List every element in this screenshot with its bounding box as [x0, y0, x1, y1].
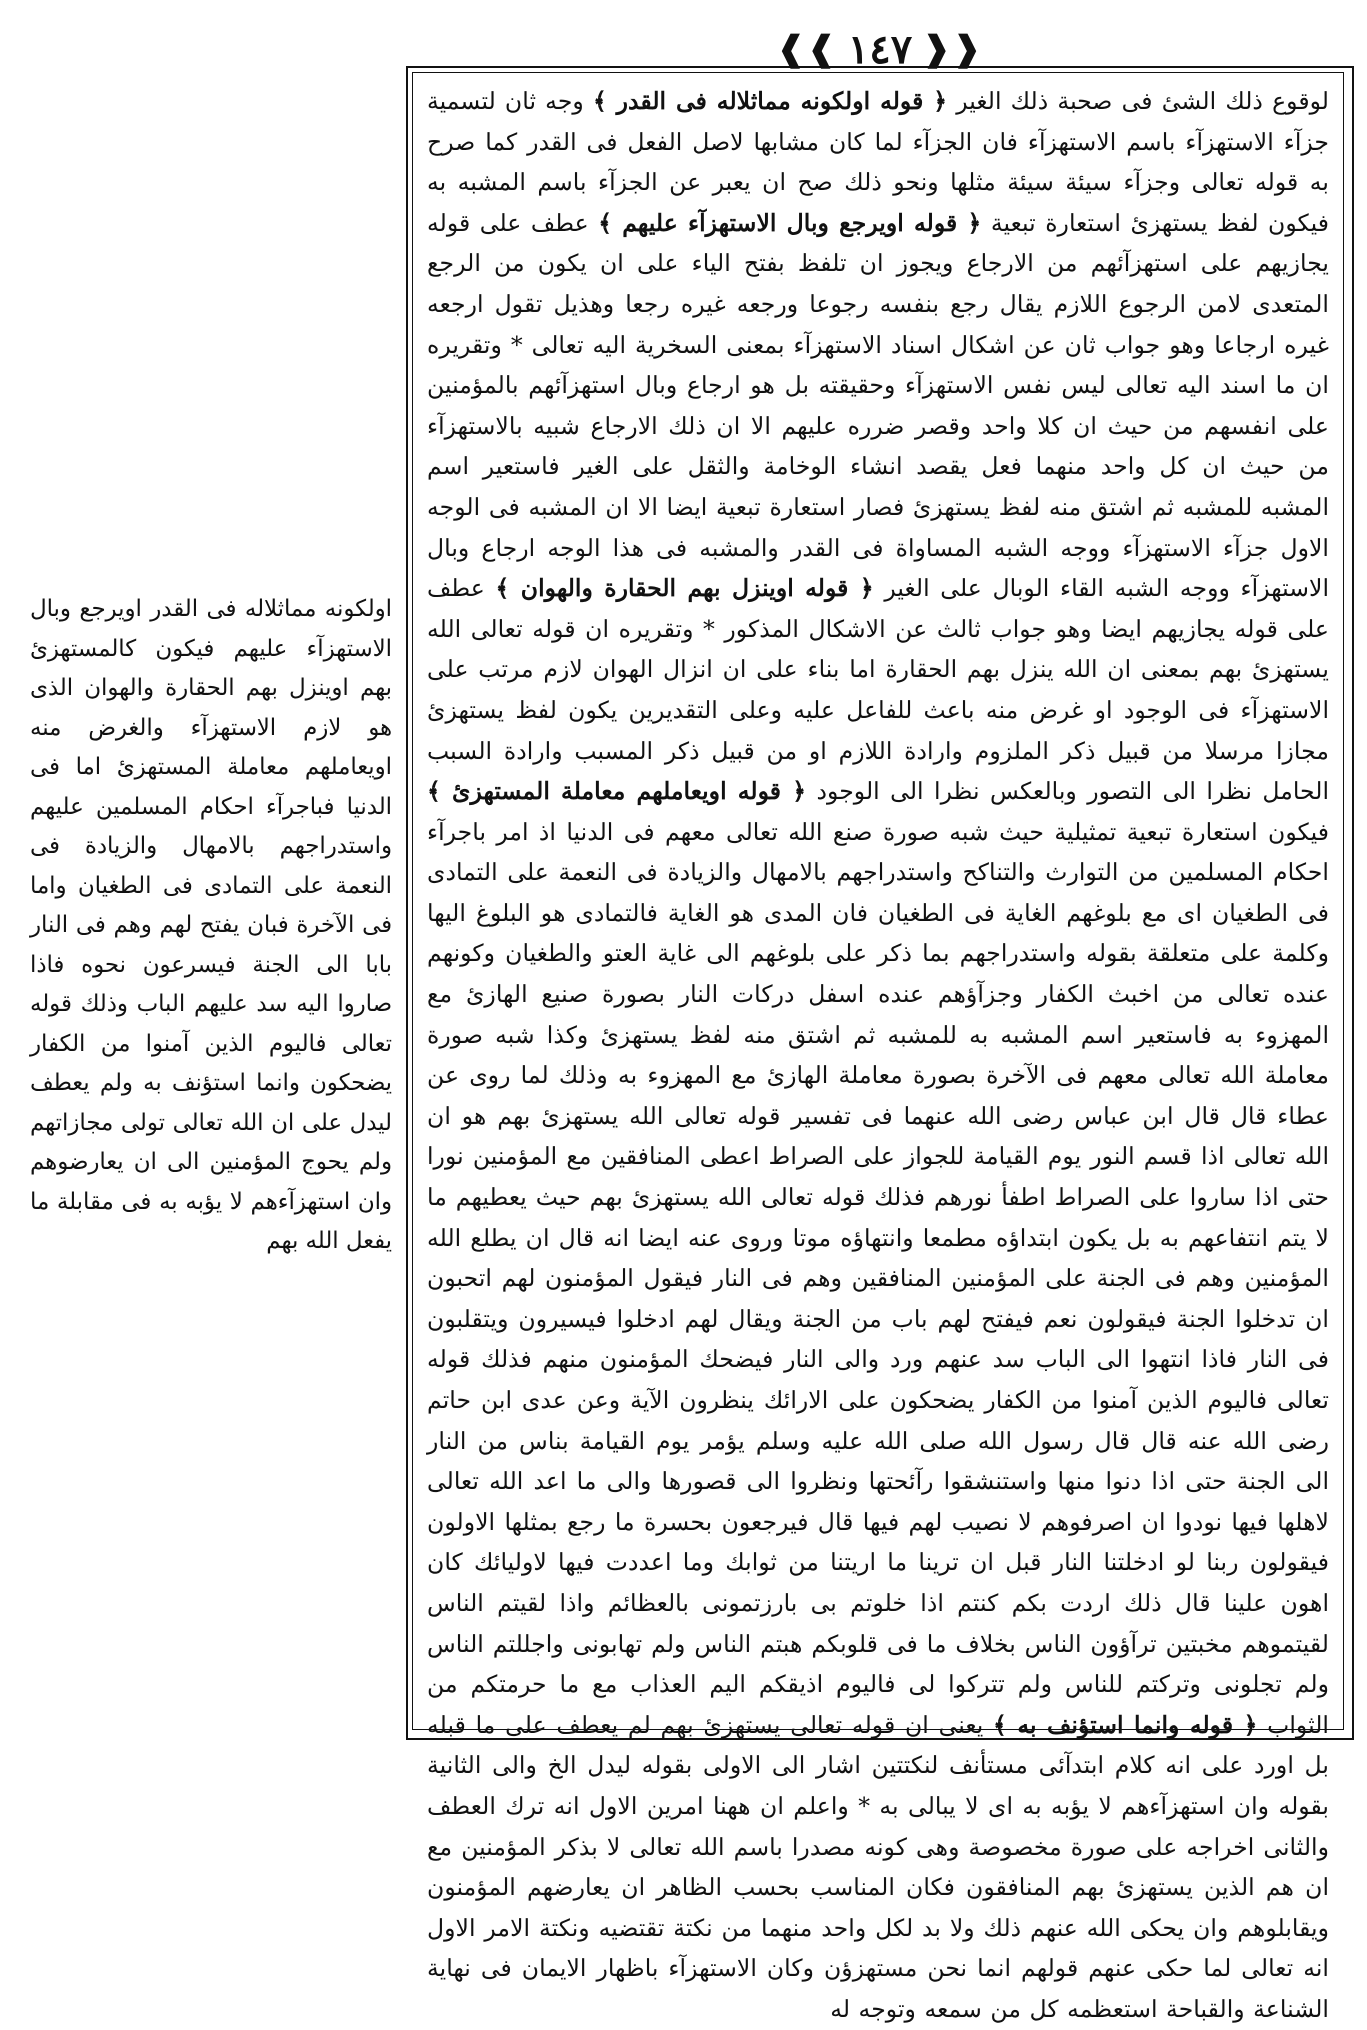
qawl-ornament-icon: ﴿ — [957, 208, 982, 237]
qawl-heading — [427, 777, 806, 805]
commentary-text: لوقوع ذلك الشیٔ فی صحبة ذلك الغیر — [947, 87, 1329, 115]
qawl-ornament-icon: ﴿ — [848, 574, 874, 603]
qawl-ornament-icon: ﴾ — [495, 574, 521, 603]
ornament-left-icon: ❰❰ — [776, 29, 838, 69]
commentary-text: یعنی ان قوله تعالی یستهزئ بهم لم یعطف علی ما قبله بل اورد علی انه کلام ابتدآئی مستأنف لنکتتین اشار الی الاولی بقوله لیدل الخ والی الثانیة بقوله وان استهزآءهم لا یؤبه به ای لا یبالی به * واعلم ان ههنا امرین الاول انه ترك العطف والثانی اخراجه علی صورة مخصوصة وهی کونه مصدرا باسم الله تعالی لا بذکر المؤمنین مع ان هم الذین یستهزئ بهم المنافقون فکان المناسب بحسب الظاهر ان یعارضهم المؤمنون ویقابلوهم وان یحکی الله عنهم ذلك ولا بد لکل واحد منهما من نکتة تقتضیه ونکتة الامر الاول انه تعالی لما حکی عنهم قولهم انما نحن مستهزؤن وکان الاستهزآء باظهار الایمان فی نهایة الشناعة والقباحة استعظمه کل من سمعه وتوجه له — [427, 1710, 1329, 2023]
qawl-ornament-icon: ﴿ — [1233, 1710, 1258, 1739]
qawl-ornament-icon: ﴾ — [598, 208, 623, 237]
ornament-right-icon: ❱❱ — [922, 29, 984, 69]
qawl-ornament-icon: ﴿ — [923, 87, 948, 115]
commentary-text: وجه ثان لتسمیة جزآء الاستهزآء باسم الاستهزآء فان الجزآء لما کان مشابها لاصل الفعل فی القدر کما صرح به قوله تعالی وجزآء سیئة سیئة مثلها ونحو ذلك صح ان یعبر عن الجزآء باسم المشبه به فیکون لفظ یستهزئ استعارة تبعیة — [427, 87, 1329, 237]
qawl-ornament-icon: ﴾ — [427, 777, 452, 806]
qawl-ornament-icon: ﴿ — [781, 777, 807, 806]
qawl-heading — [598, 209, 981, 237]
qawl-heading-text: قوله اویعاملهم معاملة المستهزئ — [451, 777, 782, 806]
qawl-heading — [496, 574, 874, 602]
page-number-text: ١٤٧ — [847, 25, 913, 73]
main-text — [427, 81, 1330, 2023]
commentary-text: فیکون استعارة تبعیة تمثیلیة حیث شبه صورة صنع الله تعالی معهم فی الدنیا اذ امر باجرآء احکام المسلمین من التوارث والتناکح واستدراجهم بالامهال والزیادة فی النعمة علی التمادی فی الطغیان ای مع بلوغهم الغایة فی الطغیان فان المدی هو الغایة فالتمادی هو البلوغ الیها وکلمة علی متعلقة بقوله واستدراجهم بما ذکر علی بلوغهم الی غایة العتو والطغیان وکونهم عنده تعالی من اخبث الکفار وجزآؤهم عنده اسفل درکات النار بصورة صنیع الهازئ مع المهزوء به فاستعیر اسم المشبه به للمشبه ثم اشتق منه لفظ یستهزئ وکذا شبه صورة معاملة الله تعالی معهم فی الآخرة بصورة معاملة الهازئ مع المهزوء به وذلك لما روی عن عطاء قال قال ابن عباس رضی الله عنهما فی تفسیر قوله تعالی الله یستهزئ بهم هو ان الله تعالی اذا قسم النور یوم القیامة للجواز علی الصراط اعطی المنافقین مع المؤمنین نورا حتی اذا ساروا علی الصراط اطفأ نورهم فذلك قوله تعالی الله یستهزئ بهم حیث یعطیهم ما لا یتم انتفاعهم به بل یکون ابتداؤه مطمعا وانتهاؤه موتا وروی عنه ایضا انه قال ان یطلع الله المؤمنین وهم فی الجنة علی المؤمنین المنافقین وهم فی النار فیقول المؤمنون لهم اتحبون ان تدخلوا الجنة فیقولون نعم فیفتح لهم باب من الجنة ویقال لهم ادخلوا فیسیرون ویتقلبون فی النار فاذا انتهوا الی الباب سد عنهم ورد والی النار فیضحك المؤمنون منهم فذلك قوله تعالی فالیوم الذین آمنوا من الکفار یضحکون علی الارائك ینظرون الآیة وعن عدی ابن حاتم رضی الله عنه قال قال رسول الله صلی الله علیه وسلم یؤمر یوم القیامة بناس من النار الی الجنة حتی اذا دنوا منها واستنشقوا رآئحتها ونظروا الی قصورها والی ما اعد الله تعالی لاهلها فیها نودوا ان اصرفوهم لا نصیب لهم فیها قال فیرجعون بحسرة ما رجع بمثلها الاولون فیقولون ربنا لو ادخلتنا النار قبل ان ترینا ما اریتنا من ثوابك وما اعددت فیها لاولیائك کان اهون علینا قال ذلك اردت بکم کنتم اذا خلوتم بی بارزتمونی بالعظائم واذا لقیتم الناس لقیتموهم مخبتین ترآؤون الناس بخلاف ما فی قلوبکم هبتم الناس ولم تهابونی واجللتم الناس ولم تجلونی وترکتم للناس ولم تترکوا لی فالیوم اذیقکم الیم العذاب مع ما حرمتکم من الثواب — [427, 817, 1329, 1739]
qawl-heading — [593, 87, 947, 115]
qawl-heading-text: قوله اوینزل بهم الحقارة والهوان — [520, 574, 849, 603]
text-frame — [412, 72, 1344, 2023]
qawl-heading — [993, 1711, 1257, 1739]
qawl-heading-text: قوله وانما استؤنف به — [1017, 1710, 1234, 1739]
qawl-ornament-icon: ﴾ — [993, 1710, 1018, 1739]
commentary-text: عطف علی قوله یجازیهم ایضا وهو جواب ثالث عن الاشکال المذکور * وتقریره ان قوله تعالی الله یستهزئ بهم بمعنی ان الله ینزل بهم الحقارة اما بناء علی ان انزال الهوان لازم مرتب علی الاستهزآء فی الوجود او غرض منه باعث للفاعل علیه وعلی التقدیرین یکون لفظ یستهزئ مجازا مرسلا من قبیل ذکر الملزوم وارادة اللازم او من قبیل ذکر المسبب وارادة السبب الحامل نظرا الی التصور وبالعکس نظرا الی الوجود — [427, 574, 1330, 806]
commentary-text: عطف علی قوله یجازیهم علی استهزآئهم من الارجاع ویجوز ان تلفظ بفتح الیاء علی ان یکون من الرجع المتعدی لامن الرجوع اللازم یقال رجع بنفسه رجوعا ورجعه غیره رجعا وهذیل تقول ارجعه غیره ارجاعا وهو جواب ثان عن اشکال اسناد الاستهزآء بمعنی السخریة الیه تعالی * وتقریره ان ما اسند الیه تعالی لیس نفس الاستهزآء وحقیقته بل هو ارجاع وبال استهزآئهم بالمؤمنین علی انفسهم من حیث ان کلا واحد وقصر ضرره علیهم الا ان ذلك الارجاع شبیه بالاستهزآء من حیث ان کل واحد منهما فعل یقصد انشاء الوخامة والثقل علی الغیر فاستعیر اسم المشبه للمشبه ثم اشتق منه لفظ یستهزئ فصار استعارة تبعیة ایضا الا ان المشبه فی الوجه الاول جزآء الاستهزآء ووجه الشبه المساواة فی القدر والمشبه فی هذا الوجه ارجاع وبال الاستهزآء ووجه الشبه القاء الوبال علی الغیر — [427, 208, 1329, 603]
qawl-heading-text: قوله اویرجع وبال الاستهزآء علیهم — [622, 208, 958, 237]
qawl-ornament-icon: ﴾ — [592, 87, 617, 115]
qawl-heading-text: قوله اولکونه مماثلاله فی القدر — [616, 87, 924, 115]
margin-note: اولکونه مماثلاله فی القدر اویرجع وبال الاستهزآء علیهم فیکون کالمستهزئ بهم اوینزل بهم الحقارة والهوان الذی هو لازم الاستهزآء والغرض منه اویعاملهم معاملة المستهزئ اما فی الدنیا فباجرآء احکام المسلمین علیهم واستدراجهم بالامهال والزیادة فی النعمة علی التمادی فی الطغیان واما فی الآخرة فبان یفتح لهم وهم فی النار بابا الی الجنة فیسرعون نحوه فاذا صاروا الیه سد علیهم الباب وذلك قوله تعالی فالیوم الذین آمنوا من الکفار یضحکون وانما استؤنف به ولم یعطف لیدل علی ان الله تعالی تولی مجازاتهم ولم یحوج المؤمنین الی ان یعارضوهم وان استهزآءهم لا یؤبه به فی مقابلة ما یفعل الله بهم — [30, 596, 392, 1254]
